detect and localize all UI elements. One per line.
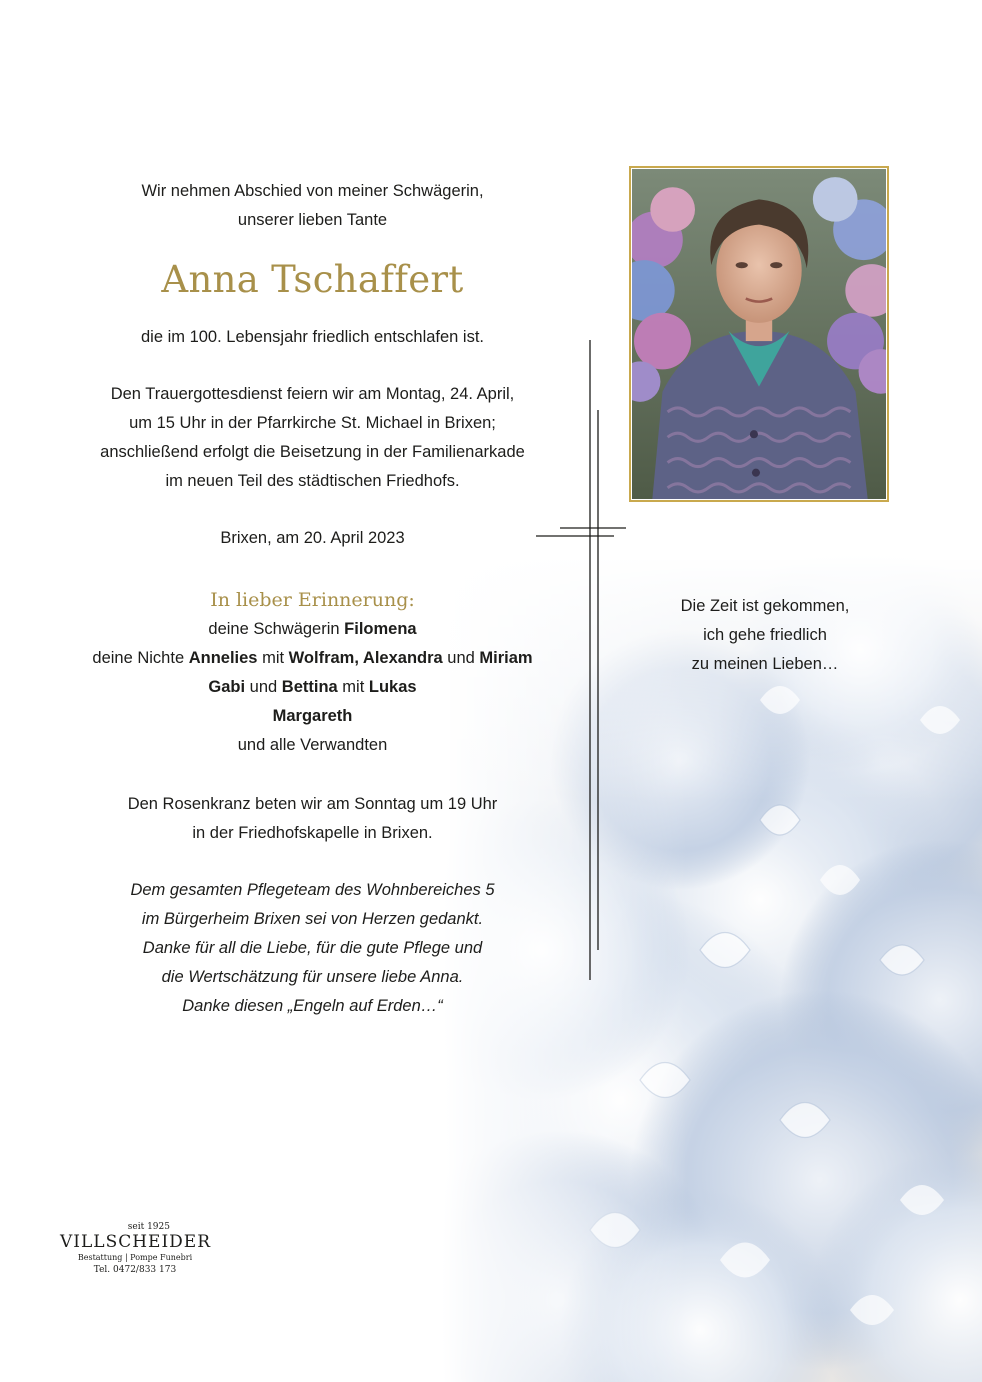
age-line: die im 100. Lebensjahr friedlich entschlafen ist. (140, 328, 485, 346)
logo-since: seit 1925 (127, 1222, 170, 1232)
quote-text: Die Zeit ist gekommen, ich gehe friedlich zu meinen Lieben… (680, 597, 850, 673)
thanks-text: Dem gesamten Pflegeteam des Wohnbereiches 5 im Bürgerheim Brixen sei von Herzen gedankt. Danke für all die Liebe, für die gute Pflege und die Wertschätzung für unsere liebe Anna. Danke diesen „Engeln auf Erden…“ (130, 881, 495, 1015)
logo-subtitle: Bestattung | Pompe Funebri (77, 1253, 193, 1262)
cross-symbol (530, 340, 640, 980)
deceased-name: Anna Tschaffert (161, 258, 464, 301)
mourners-list (60, 586, 565, 760)
intro-line: unserer lieben Tante (237, 211, 388, 229)
logo-phone: Tel. 0472/833 173 (93, 1265, 177, 1275)
service-line: anschließend erfolgt die Beisetzung in der Familienarkade (100, 443, 525, 461)
service-line: im neuen Teil des städtischen Friedhofs. (165, 472, 460, 490)
mourner-line: Margareth (272, 707, 353, 725)
mourner-line: und alle Verwandten (237, 736, 388, 754)
intro-line: Wir nehmen Abschied von meiner Schwägerin, (141, 182, 484, 200)
portrait-photo-frame (629, 166, 889, 502)
portrait-photo (632, 169, 886, 499)
memory-heading: In lieber Erinnerung: (210, 589, 415, 611)
service-announcement (60, 380, 565, 496)
rosary-text: Den Rosenkranz beten wir am Sonntag um 19 Uhr in der Friedhofskapelle in Brixen. (127, 795, 498, 842)
service-line: um 15 Uhr in der Pfarrkirche St. Michael in Brixen; (129, 414, 496, 432)
intro-text (60, 177, 565, 235)
mourner-line: deine Nichte Annelies mit Wolfram, Alexandra und Miriam (92, 649, 533, 667)
funeral-home-logo (60, 1222, 210, 1277)
mourner-line: deine Schwägerin Filomena (208, 620, 417, 638)
service-line: Den Trauergottesdienst feiern wir am Montag, 24. April, (110, 385, 515, 403)
logo-name: VILLSCHEIDER (60, 1232, 212, 1252)
place-date: Brixen, am 20. April 2023 (220, 529, 405, 547)
mourner-line: Gabi und Bettina mit Lukas (208, 678, 417, 696)
